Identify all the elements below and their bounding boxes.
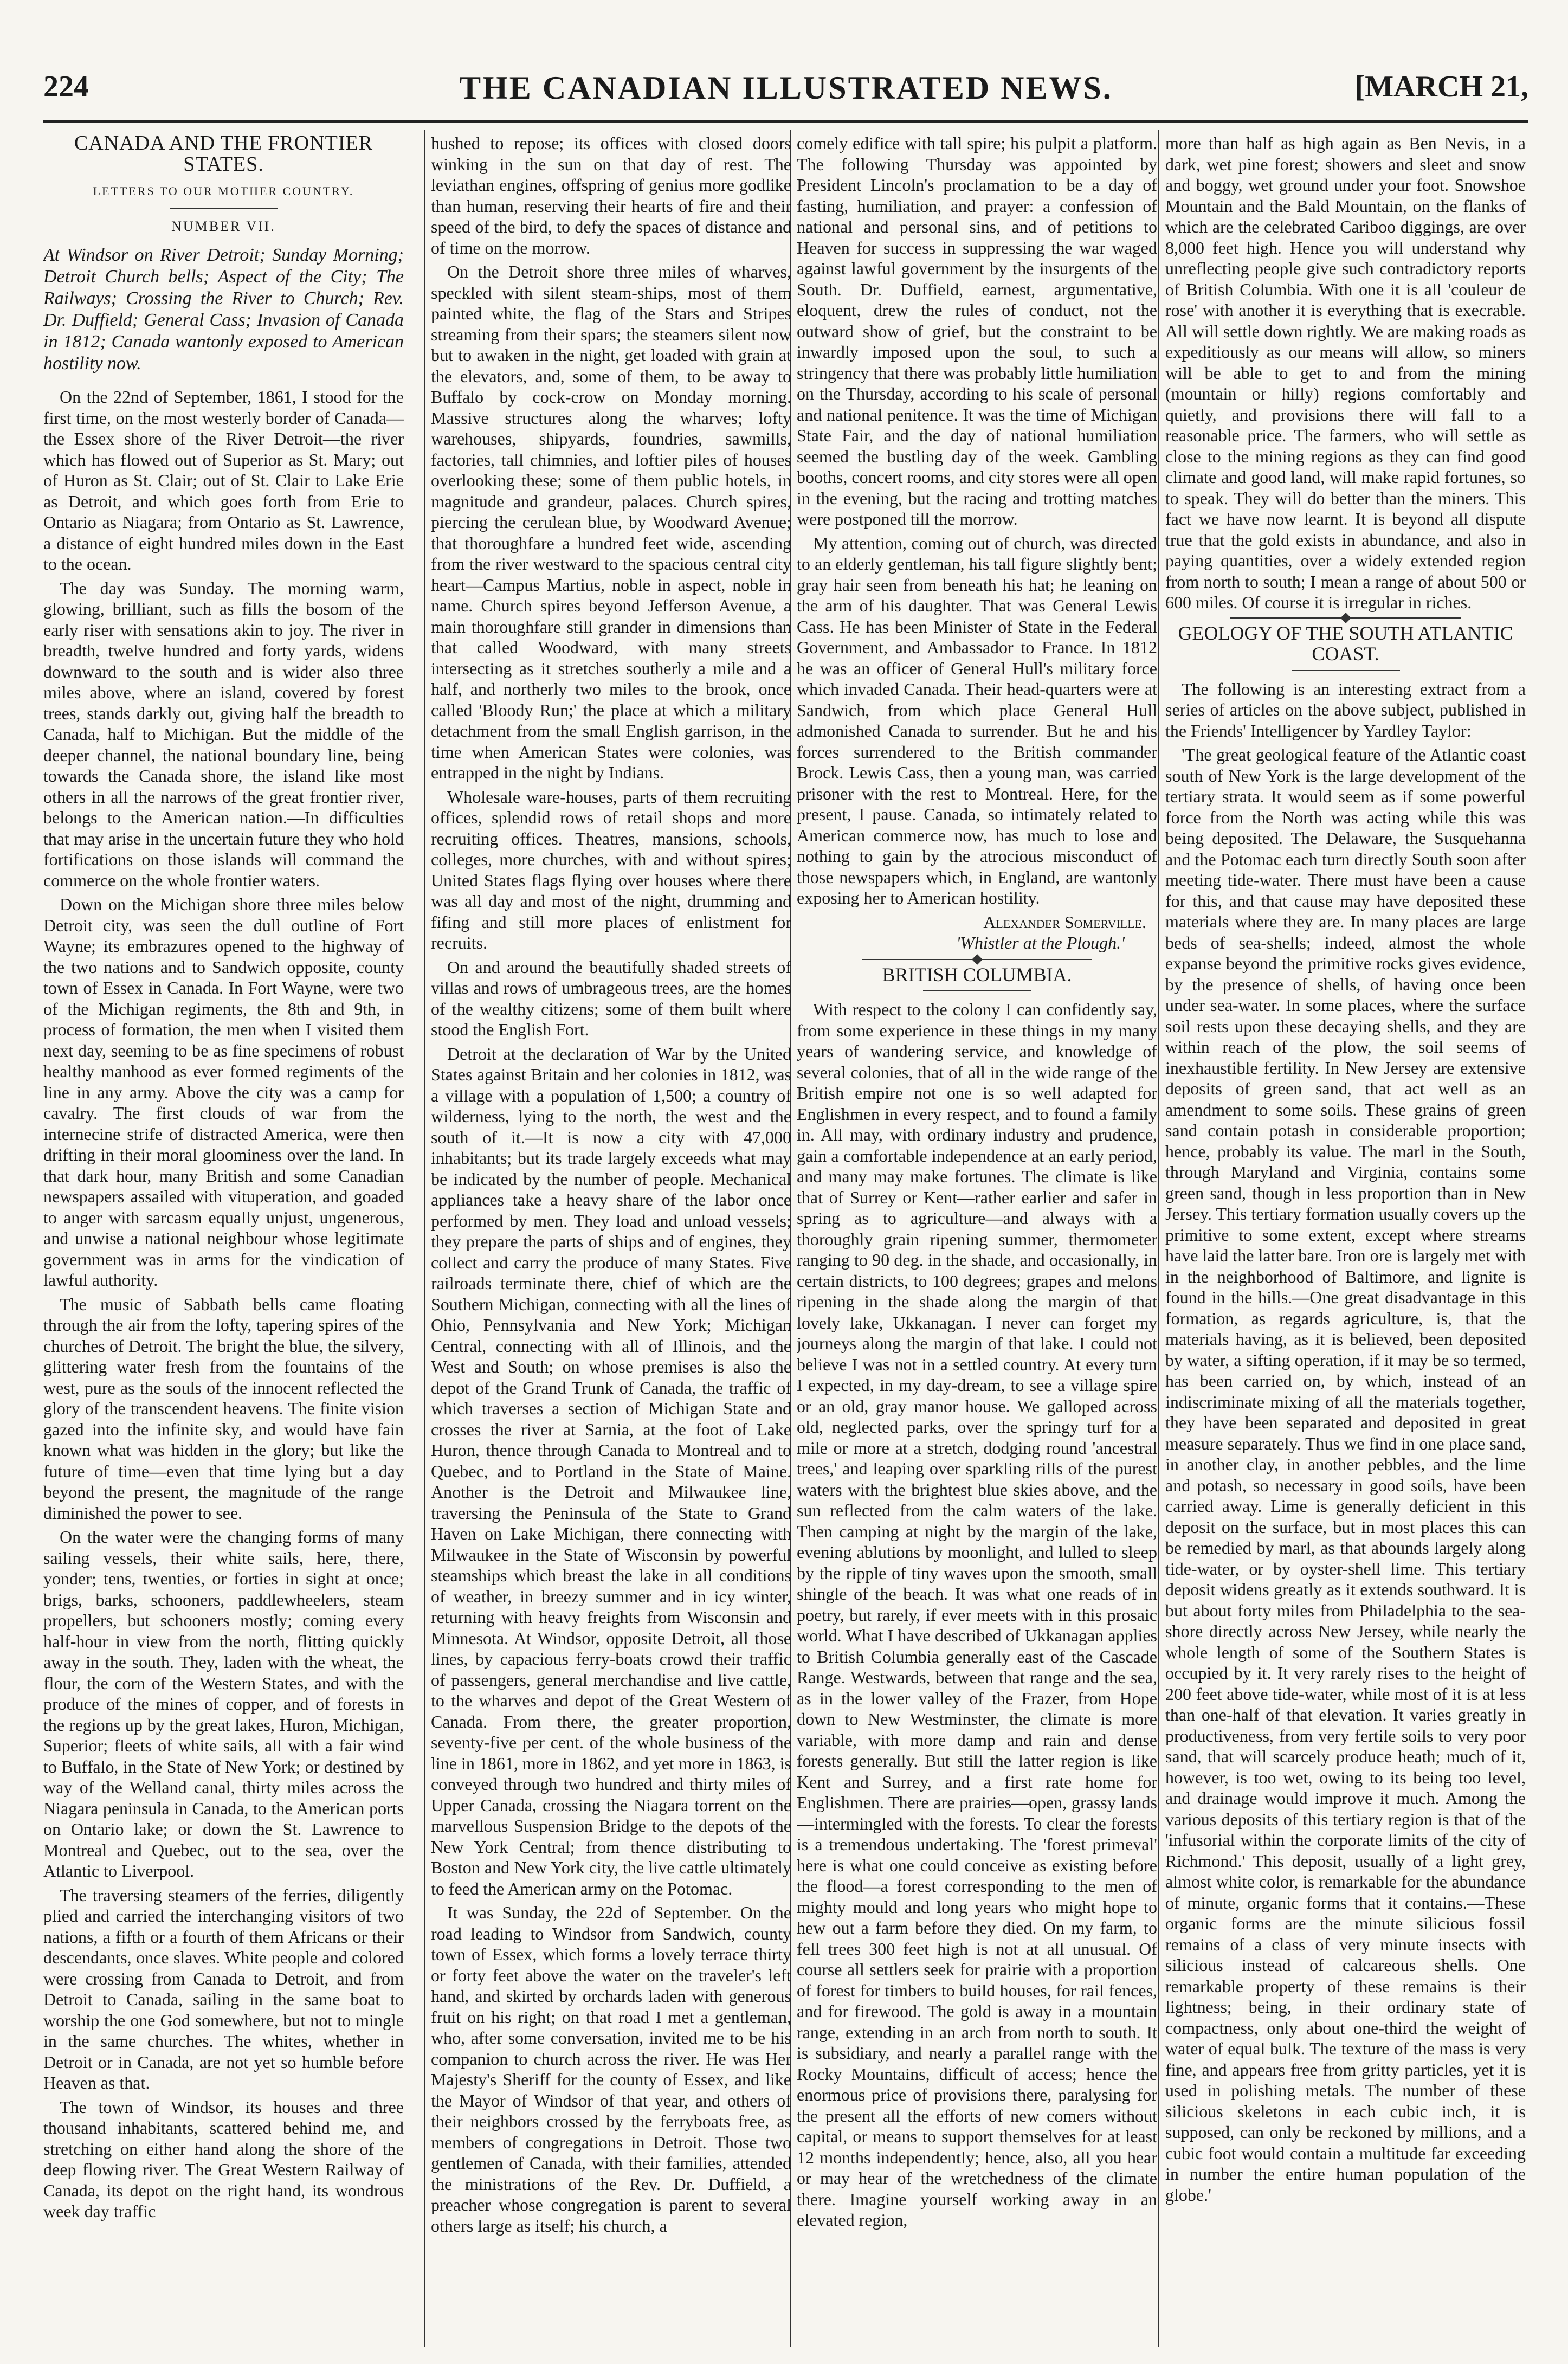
article-abstract: At Windsor on River Detroit; Sunday Morning; Detroit Church bells; Aspect of the City; The Railways; Crossing the River to Church; Rev. Dr. Duffield; General Cass; Invasion of Canada in 1812; Canada wantonly exposed to American hostility now.	[43, 245, 404, 373]
section-title: BRITISH COLUMBIA.	[882, 963, 1072, 985]
divider	[1292, 670, 1400, 671]
page-number: 224	[43, 70, 89, 104]
paragraph: The traversing steamers of the ferries, diligently plied and carried the interchanging visitors of two nations, a fifth or a fourth of them Africans or their descendants, once slaves. White people and colored were crossing from Canada to Detroit, and from Detroit to Canada, sailing in the same boat to worship the one God somewhere, but not to mingle in the same churches. The whites, whether in Detroit or in Canada, are not yet so humble before Heaven as that.	[43, 1885, 404, 2092]
paragraph: With respect to the colony I can confidently say, from some experience in these things in my many years of wandering service, and knowledge of several colonies, that of all in the wide range of the British empire not one is so well adapted for Englishmen in every respect, and to found a family in. All may, with ordinary industry and prudence, gain a comfortable independence at an early period, and many may make fortunes. The climate is like that of Surrey or Kent—rather earlier and safer in spring as to agriculture—and always with a thoroughly grain ripening summer, thermometer ranging to 90 deg. in the shade, and occasionally, in certain districts, to 100 degrees; grapes and melons ripening in the shade along the margin of that lovely lake, Ukkanagan. I never can forget my journeys along the margin of that lake. I could not believe I was not in a settled country. At every turn I expected, in my day-dream, to see a village spire or an old, gray manor house. We galloped across old, neglected parks, over the springy turf for a mile or more at a stretch, dodging round 'ancestral trees,' and leaping over sparkling rills of the purest waters with the brightest blue skies above, and the sun reflected from the calm waters of the lake. Then camping at night by the margin of the lake, evening ablutions by moonlight, and lulled to sleep by the ripple of tiny waves upon the smooth, small shingle of the beach. It was what one reads of in poetry, but rarely, if ever meets with in this prosaic world. What I have described of Ukkanagan applies to British Columbia generally east of the Cascade Range. Westwards, between that range and the sea, as in the lower valley of the Frazer, from Hope down to New Westminster, the climate is more variable, with more damp and rain and dense forests generally. But still the latter region is like Kent and Surrey, and a first rate home for Englishmen. There are prairies—open, grassy lands—intermingled with the forests. To clear the forests is a tremendous undertaking. The 'forest primeval' here is what one could conceive as existing before the flood—a forest corresponding to the men of mighty mould and long years who might hope to hew out a farm before they died. On my farm, to fell trees 300 feet high is not at all unusual. Of course all settlers seek for prairie with a proportion of forest for timbers to build houses, for rail fences, and for firewood. The gold is away in a mountain range, extending in an arch from north to south. It is subsidiary, and nearly a parallel range with the Rocky Mountains, difficult of access; hence the enormous price of provisions there, paralysing for the present all the efforts of new comers without capital, or means to support themselves for at least 12 months independently; hence, also, all you hear or may hear of the wretchedness of the climate there. Imagine yourself working away in an elevated region,	[797, 1000, 1157, 2230]
article-series: LETTERS TO OUR MOTHER COUNTRY.	[93, 184, 354, 198]
column-3	[797, 133, 1157, 2339]
page-header	[43, 69, 1528, 118]
divider	[170, 208, 278, 209]
header-rule	[43, 120, 1528, 123]
article-title: CANADA AND THE FRONTIER STATES.	[74, 133, 373, 176]
paragraph: The day was Sunday. The morning warm, glowing, brilliant, such as fills the bosom of the early riser with sensations akin to joy. The river in breadth, twelve hundred and forty yards, widens downward to the south and is wider also three miles above, where an island, covered by forest trees, stands darkly out, giving half the breadth to Canada, half to Michigan. But the middle of the deeper channel, the national boundary line, being towards the Canada shore, the island like most others in all the narrows of the great frontier river, belongs to the American nation.—In difficulties that may arise in the uncertain future they who hold fortifications on those islands will command the commerce on the whole frontier waters.	[43, 578, 404, 890]
paragraph: 'The great geological feature of the Atlantic coast south of New York is the large development of the tertiary strata. It would seem as if some powerful force from the North was acting while this was being deposited. The Delaware, the Susquehanna and the Potomac each turn directly South soon after meeting tide-water. There must have been a cause for this, and that cause may have deposited these materials where they are. In many places are large beds of sea-shells; indeed, almost the whole expanse beyond the primitive rocks gives evidence, by the presence of shells, of having once been under sea-water. In some places, where the surface soil rests upon these decaying shells, and they are within reach of the plow, the soil seems of inexhaustible fertility. In New Jersey are extensive deposits of green sand, that act well as an amendment to some soils. These grains of green sand contain potash in considerable proportion; hence, probably its value. The marl in the South, through Maryland and Virginia, contains some green sand, though in less proportion than in New Jersey. This tertiary formation usually covers up the primitive to some extent, except where streams have laid the latter bare. Iron ore is largely met with in the neighborhood of Baltimore, and lignite is found in the hills.—One great disadvantage in this formation, as regards agriculture, is, that the materials having, as it is believed, been deposited by water, a sifting operation, if it may be so termed, has been carried on, by which, instead of an indiscriminate mixing of all the materials together, they have been separated and deposited in great measure separately. Thus we find in one place sand, in another clay, in another pebbles, and the lime and potash, so necessary in good soils, have been carried away. Lime is generally deficient in this deposit on the surface, but in most places this can be remedied by marl, as that abounds largely along tide-water, or by oyster-shell lime. This tertiary deposit widens greatly as it extends southward. It is but about forty miles from Philadelphia to the sea-shore directly across New Jersey, while nearly the whole length of some of the Southern States is occupied by it. It very rarely rises to the height of 200 feet above tide-water, while most of it is at less than one-half of that elevation. It varies greatly in productiveness, from very fertile soils to very poor sand, that will scarcely produce heath; much of it, however, is too wet, owing to its being too level, and drainage would improve it much. Among the various deposits of this tertiary region is that of the 'infusorial within the corporate limits of the city of Richmond.' This deposit, usually of a light grey, almost white color, is remarkable for the abundance of minute, organic forms that it contains.—These organic forms are the minute silicious fossil remains of a class of very minute insects with silicious instead of calcareous shells. One remarkable property of these remains is their lightness; being, in their ordinary state of compactness, only about one-third the weight of water of equal bulk. The texture of the mass is very fine, and appears free from gritty particles, yet it is used in polishing metals. The number of these silicious skeletons in each cubic inch, it is supposed, can only be reckoned by millions, and a cubic foot would contain a multitude far exceeding in number the entire human population of the globe.'	[1165, 745, 1526, 2205]
paragraph: more than half as high again as Ben Nevis, in a dark, wet pine forest; showers and sleet and snow and boggy, wet ground under your foot. Snowshoe Mountain and the Bald Mountain, on the flanks of which are the celebrated Cariboo diggings, are over 8,000 feet high. Hence you will understand why unreflecting people give such contradictory reports of British Columbia. With one it is all 'couleur de rose' with another it is everything that is execrable. All will settle down rightly. We are making roads as expeditiously as our means will allow, so miners will be able to get to and from the mining (mountain or hilly) regions comfortably and quietly, and provisions there will fall to a reasonable price. The farmers, who will settle as close to the mining regions as they can find good climate and good land, will make rapid fortunes, so to speak. They will do better than the miners. This fact we have now learnt. It is beyond all dispute true that the gold exists in abundance, and also in paying quantities, over a widely extended region from north to south; I mean a range of about 500 or 600 miles. Of course it is irregular in riches.	[1165, 133, 1526, 612]
paragraph: Detroit at the declaration of War by the United States against Britain and her colonies in 1812, was a village with a population of 1,500; a country of wilderness, lying to the north, the west and the south of it.—It is now a city with 47,000 inhabitants; but its trade largely exceeds what may be indicated by the number of people. Mechanical appliances take a heavy share of the labor once performed by men. They load and unload vessels; they prepare the parts of ships and of engines, they collect and carry the produce of many States. Five railroads terminate there, chief of which are the Southern Michigan, connecting with all the lines of Ohio, Pennsylvania and New York; Michigan Central, connecting with all of Illinois, and the West and South; on whose premises is also the depot of the Grand Trunk of Canada, the traffic of which traverses a section of Michigan State and crosses the river at Sarnia, at the foot of Lake Huron, thence through Canada to Montreal and to Quebec, and to Portland in the State of Maine. Another is the Detroit and Milwaukee line, traversing the Peninsula of the State to Grand Haven on Lake Michigan, there connecting with Milwaukee in the State of Wisconsin by powerful steamships which breast the lake in all conditions of weather, in breezy summer and in icy winter, returning with heavy freights from Wisconsin and Minnesota. At Windsor, opposite Detroit, all those lines, by capacious ferry-boats crowd their traffic of passengers, general merchandise and live cattle, to the wharves and depot of the Great Western of Canada. From there, the greater proportion, seventy-five per cent. of the whole business of the line in 1861, more in 1862, and yet more in 1863, is conveyed through two hundred and thirty miles of Upper Canada, crossing the Niagara torrent on the marvellous Suspension Bridge to the depots of the New York Central; from thence distributing to Boston and New York city, the live cattle ultimately to feed the American army on the Potomac.	[431, 1043, 791, 1898]
paragraph: The music of Sabbath bells came floating through the air from the lofty, tapering spires of the churches of Detroit. The bright the blue, the silvery, glittering water fresh from the fountains of the west, pure as the souls of the innocent reflected the glory of the transcendent heavens. The finite vision gazed into the infinite sky, and would have fain known what was hidden in the glory; but like the future of time—even that time lying but a day beyond the present, the magnitude of the range diminished the power to see.	[43, 1294, 404, 1523]
paragraph: hushed to repose; its offices with closed doors winking in the sun on that day of rest. The leviathan engines, offspring of genius more godlike than human, reserving their hearts of fire and their speed of the bird, to defy the spaces of distance and of time on the morrow.	[431, 133, 791, 257]
paragraph: comely edifice with tall spire; his pulpit a platform. The following Thursday was appointed by President Lincoln's proclamation to be a day of fasting, humiliation, and prayer: a confession of national and personal sins, and of petitions to Heaven for success in suppressing the war waged against lawful government by the insurgents of the South. Dr. Duffield, earnest, argumentative, eloquent, drew the rules of conduct, not the outward show of grief, but the constraint to be inwardly imposed upon the soul, to such a stringency that there was probably little humiliation on the Thursday, according to his scale of personal and national penitence. It was the time of Michigan State Fair, and the day of national humiliation seemed the bustling day of the week. Gambling booths, concert rooms, and city stores were all open in the evening, but the racing and trotting matches were postponed till the morrow.	[797, 133, 1157, 529]
author-signature: Alexander Somerville.	[983, 912, 1146, 932]
section-divider	[1230, 617, 1461, 619]
paragraph: The town of Windsor, its houses and three thousand inhabitants, scattered behind me, and stretching on either hand along the shore of the deep flowing river. The Great Western Railway of Canada, its depot on the right hand, its wondrous week day traffic	[43, 2097, 404, 2221]
paragraph: My attention, coming out of church, was directed to an elderly gentleman, his tall figure slightly bent; gray hair seen from beneath his hat; he leaning on the arm of his daughter. That was General Lewis Cass. He has been Minister of State in the Federal Government, and Ambassador to France. In 1812 he was an officer of General Hull's military force which invaded Canada. Their head-quarters were at Sandwich, from which place General Hull admonished Canada to surrender. But he and his forces surrendered to the British commander Brock. Lewis Cass, then a young man, was carried prisoner with the rest to Montreal. Here, for the present, I pause. Canada, so intimately related to American commerce now, has much to lose and nothing to gain by the atrocious misconduct of those newspapers which, in England, are wantonly exposing her to American hostility.	[797, 533, 1157, 907]
paragraph: On the Detroit shore three miles of wharves, speckled with silent steam-ships, most of them painted white, the flag of the Stars and Stripes streaming from their spars; the steamers silent now but to awaken in the night, get loaded with grain at the elevators, and, some of them, to be away to Buffalo by cock-crow on Monday morning. Massive structures along the wharves; lofty warehouses, shipyards, foundries, sawmills, factories, tall chimnies, and loftier piles of houses overlooking these; some of them public hotels, in magnitude and grandeur, palaces. Church spires, piercing the cerulean blue, by Woodward Avenue; that thoroughfare a hundred feet wide, ascending from the river westward to the spacious central city heart—Campus Martius, noble in aspect, noble in name. Church spires beyond Jefferson Avenue, a main thoroughfare still grander in dimensions than that called Woodward, with many streets intersecting as it stretches southerly a mile and a half, and northerly two miles to the brook, once called 'Bloody Run;' the place at which a military detachment from the small English garrison, in the time when American States were colonies, was entrapped in the night by Indians.	[431, 262, 791, 782]
issue-date: [MARCH 21,	[1354, 70, 1528, 104]
section-title: GEOLOGY OF THE SOUTH ATLANTIC COAST.	[1178, 622, 1513, 665]
paragraph: It was Sunday, the 22d of September. On the road leading to Windsor from Sandwich, county town of Essex, which forms a lovely terrace thirty or forty feet above the water on the traveler's left hand, and skirted by orchards laden with generous fruit on his right; on that road I met a gentleman, who, after some conversation, invited me to be his companion to church across the river. He was Her Majesty's Sheriff for the county of Essex, and like the Mayor of Windsor of that year, and others of their neighbors crossed by the ferryboats free, as members of congregations in Detroit. Those two gentlemen of Canada, with their families, attended the ministrations of the Rev. Dr. Duffield, a preacher whose congregation is parent to several others large as itself; his church, a	[431, 1903, 791, 2236]
column-1	[43, 133, 404, 2339]
column-rule	[424, 130, 425, 2347]
column-rule	[1158, 130, 1159, 2347]
column-4	[1165, 133, 1526, 2339]
column-2	[431, 133, 791, 2339]
section-divider	[862, 959, 1092, 960]
paragraph: Wholesale ware-houses, parts of them recruiting offices, splendid rows of retail shops and more recruiting offices. Theatres, mansions, schools, colleges, more churches, with and without spires; United States flags flying over houses where there was all day and most of the night, drumming and fifing and still more places of enlistment for recruits.	[431, 787, 791, 952]
paragraph: On and around the beautifully shaded streets of villas and rows of umbrageous trees, are the homes of the wealthy citizens; some of them built where stood the English Fort.	[431, 957, 791, 1039]
author-pseudonym: 'Whistler at the Plough.'	[956, 933, 1125, 952]
article-number: NUMBER VII.	[171, 218, 276, 234]
paragraph: On the water were the changing forms of many sailing vessels, their white sails, here, there, yonder; tens, twenties, or forties in sight at once; brigs, barks, schooners, paddlewheelers, steam propellers, but schooners mostly; coming every half-hour in view from the north, flitting quickly away in the south. They, laden with the wheat, the flour, the corn of the Western States, and with the produce of the mines of copper, and of forests in the regions up by the great lakes, Huron, Michigan, Superior; fleets of white sails, all with a fair wind to Buffalo, in the State of New York; or destined by way of the Welland canal, thirty miles across the Niagara peninsula in Canada, to the American ports on Ontario lake; or down the St. Lawrence to Montreal and Quebec, out to the sea, over the Atlantic to Liverpool.	[43, 1527, 404, 1880]
paragraph: Down on the Michigan shore three miles below Detroit city, was seen the dull outline of Fort Wayne; its embrazures opened to the highway of the two nations and to Sandwich opposite, county town of Essex in Canada. In Fort Wayne, were two of the Michigan regiments, the 8th and 9th, in process of formation, the men when I visited them next day, seeming to be as fine specimens of robust healthy manhood as ever formed regiments of the line in any army. Above the city was a camp for cavalry. The first clouds of war from the internecine strife of distracted America, were then drifting in their moral gloominess over the land. In that dark hour, many British and some Canadian newspapers assailed with vituperation, and goaded to anger with sarcasm equally unjust, ungenerous, and unwise a national neighbour whose legitimate government was in arms for the vindication of lawful authority.	[43, 894, 404, 1290]
paragraph: The following is an interesting extract from a series of articles on the above subject, published in the Friends' Intelligencer by Yardley Taylor:	[1165, 679, 1526, 740]
divider	[923, 990, 1031, 991]
masthead: THE CANADIAN ILLUSTRATED NEWS.	[459, 70, 1113, 106]
paragraph: On the 22nd of September, 1861, I stood for the first time, on the most westerly border of Canada—the Essex shore of the River Detroit—the river which has flowed out of Superior as St. Mary; out of Huron as St. Clair; out of St. Clair to Lake Erie as Detroit, and which goes forth from Erie to Ontario as Niagara; from Ontario as St. Lawrence, a distance of eight hundred miles down in the East to the ocean.	[43, 387, 404, 574]
